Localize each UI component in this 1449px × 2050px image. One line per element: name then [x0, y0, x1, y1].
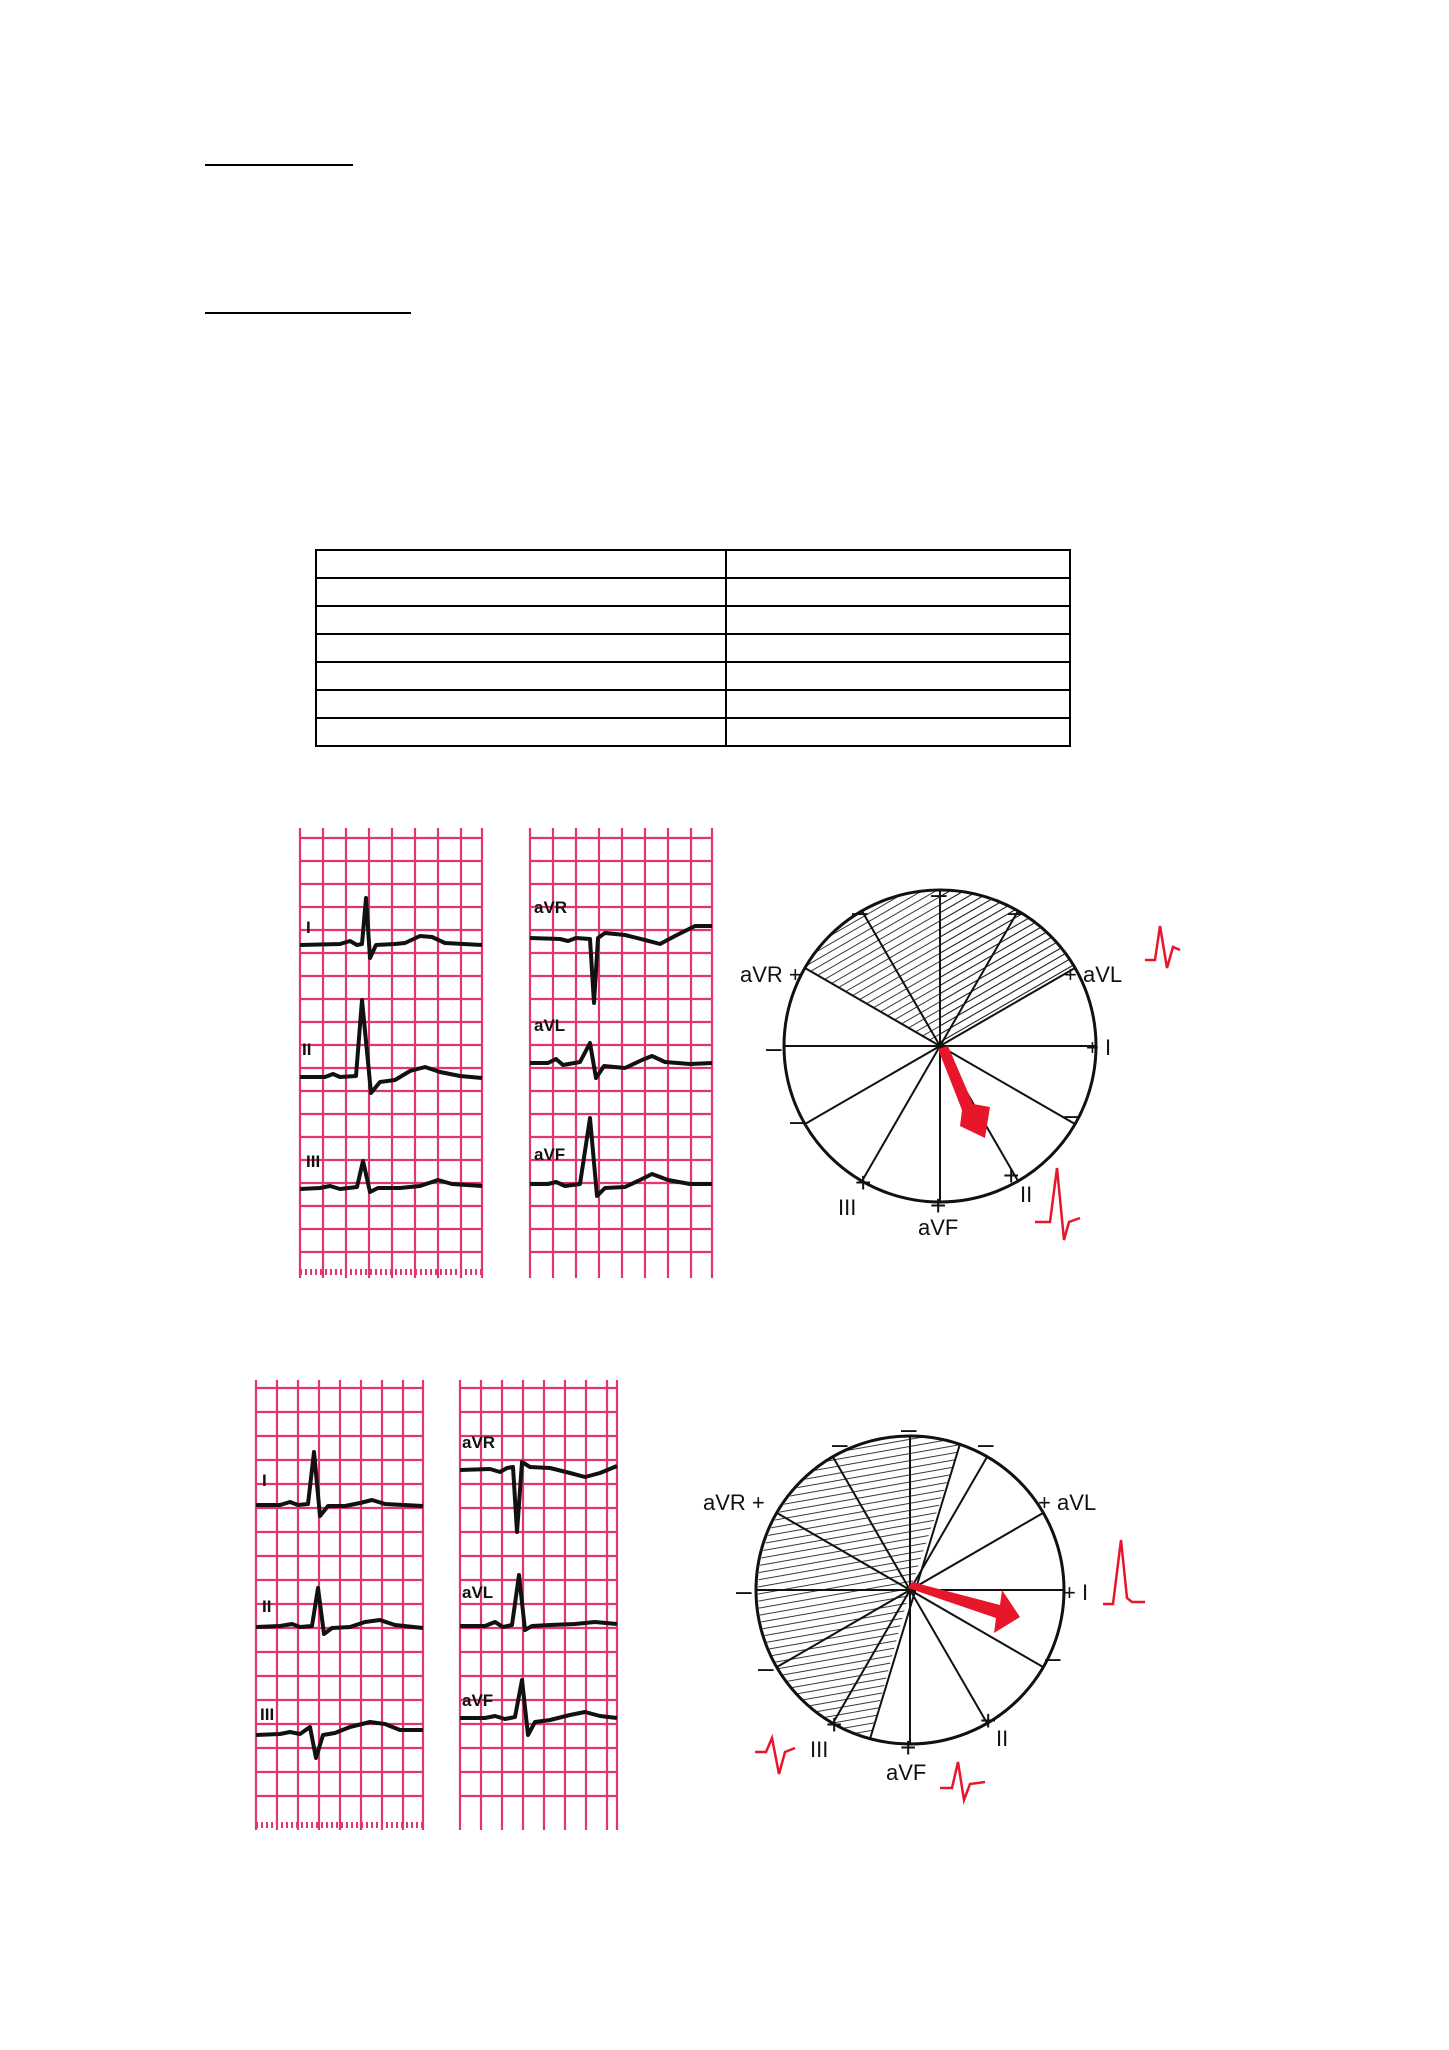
minus-sign: –	[1045, 1642, 1061, 1673]
lead-label-avl: aVL	[462, 1583, 494, 1602]
minus-sign: –	[832, 1428, 848, 1459]
axis-label-avr: aVR +	[703, 1490, 765, 1515]
empty-table	[315, 549, 1071, 747]
table-cell	[316, 606, 726, 634]
axis-label-avl: + aVL	[1064, 962, 1123, 987]
table-cell	[726, 634, 1070, 662]
table-cell	[316, 634, 726, 662]
mini-qrs-avf-icon	[940, 1762, 985, 1800]
axis-label-lead-ii: II	[1020, 1182, 1033, 1207]
table-row	[316, 718, 1070, 746]
plus-sign: +	[826, 1709, 843, 1740]
lead-label-iii: III	[260, 1705, 275, 1724]
ecg-grid-strip-right	[530, 828, 712, 1278]
lead-label-avf: aVF	[534, 1145, 566, 1164]
table-cell	[316, 718, 726, 746]
axis-label-avr: aVR +	[740, 962, 802, 987]
plus-sign: +	[900, 1732, 917, 1763]
heading-underline-2	[205, 312, 411, 314]
plus-sign: +	[930, 1190, 947, 1221]
axis-label-avl: + aVL	[1038, 1490, 1097, 1515]
axis-label-lead-i: + I	[1086, 1035, 1112, 1060]
lead-label-avf: aVF	[462, 1691, 494, 1710]
lead-label-iii: III	[306, 1152, 321, 1171]
minus-sign: –	[790, 1105, 806, 1136]
minus-sign: –	[931, 878, 947, 909]
table-cell	[726, 578, 1070, 606]
table-cell	[316, 578, 726, 606]
mini-qrs-i-icon	[1103, 1540, 1145, 1604]
heading-underline-1	[205, 164, 353, 166]
lead-label-i: I	[262, 1471, 267, 1490]
axis-label-avf: aVF	[886, 1760, 927, 1785]
mini-qrs-avl-icon	[1145, 926, 1180, 968]
minus-sign: –	[1008, 896, 1024, 927]
minus-sign: –	[1063, 1099, 1079, 1130]
ecg-grid-strip-left	[256, 1380, 423, 1830]
lead-label-i: I	[306, 918, 311, 937]
plus-sign: +	[1003, 1160, 1020, 1191]
mini-qrs-ii-icon	[1035, 1168, 1080, 1240]
plus-sign: +	[980, 1705, 997, 1736]
minus-sign: –	[901, 1413, 917, 1444]
table-row	[316, 662, 1070, 690]
minus-sign: –	[766, 1032, 782, 1063]
table-row	[316, 690, 1070, 718]
minus-sign: –	[852, 896, 868, 927]
axis-label-lead-iii: III	[838, 1195, 857, 1220]
table-cell	[316, 662, 726, 690]
table-row	[316, 578, 1070, 606]
table-cell	[316, 550, 726, 578]
axis-label-lead-i: + I	[1063, 1580, 1089, 1605]
table-cell	[726, 690, 1070, 718]
minus-sign: –	[758, 1652, 774, 1683]
minus-sign: –	[736, 1575, 752, 1606]
axis-label-avf: aVF	[918, 1215, 959, 1240]
table-row	[316, 634, 1070, 662]
lead-label-avr: aVR	[534, 898, 568, 917]
lead-label-ii: II	[302, 1040, 312, 1059]
table-cell	[726, 550, 1070, 578]
ecg-grid-strip-left	[300, 828, 482, 1278]
table-row	[316, 550, 1070, 578]
table-cell	[726, 718, 1070, 746]
lead-label-ii: II	[262, 1597, 272, 1616]
minus-sign: –	[978, 1428, 994, 1459]
lead-label-avr: aVR	[462, 1433, 496, 1452]
axis-label-lead-iii: III	[810, 1737, 829, 1762]
hexaxial-diagram-1	[740, 878, 1180, 1240]
table-cell	[726, 662, 1070, 690]
ecg-figure-1	[0, 820, 1449, 1300]
axis-label-lead-ii: II	[996, 1726, 1009, 1751]
table-row	[316, 606, 1070, 634]
table-cell	[316, 690, 726, 718]
mini-qrs-iii-icon	[755, 1738, 795, 1774]
ecg-figure-2	[0, 1370, 1449, 1840]
table-cell	[726, 606, 1070, 634]
plus-sign: +	[855, 1167, 872, 1198]
hexaxial-diagram-2	[703, 1413, 1145, 1800]
lead-label-avl: aVL	[534, 1016, 566, 1035]
